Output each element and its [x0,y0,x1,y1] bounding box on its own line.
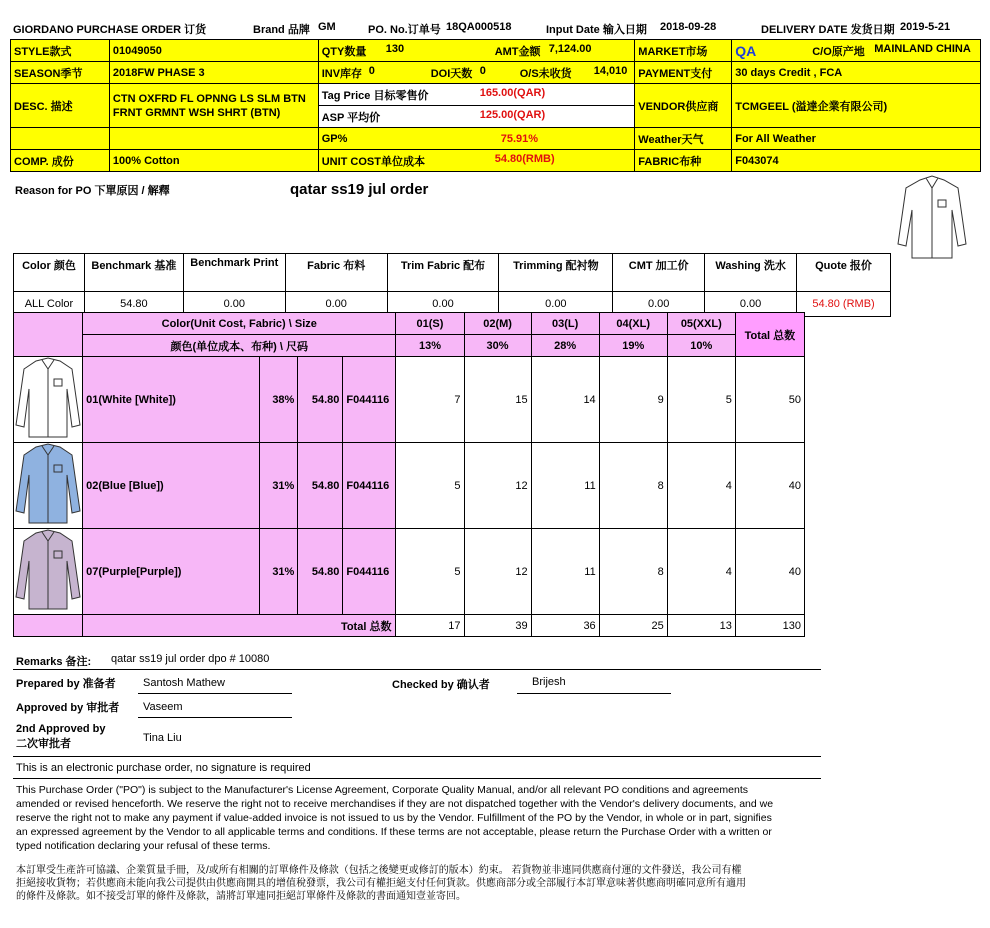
qty-cell: 12 [464,529,531,615]
size-label: 05(XXL) [667,313,735,335]
desc-value [109,84,318,128]
payment-label: PAYMENT支付 [635,62,732,84]
size-ratio: 30% [464,335,531,357]
order-info-grid [10,39,981,172]
tag-price-value: 165.00(QAR) [479,86,546,99]
cost-header-cell: Benchmark 基准 [84,254,183,292]
shirt-icon [14,529,82,611]
doi-value: 0 [479,64,486,77]
desc-line-1: CTN OXFRD FL OPNNG LS SLM BTN [112,92,306,105]
cost-header-cell: Benchmark Print [183,254,285,292]
remarks-value: qatar ss19 jul order dpo # 10080 [111,653,270,665]
qty-cell: 4 [667,443,735,529]
size-label: 02(M) [464,313,531,335]
color-name: 01(White [White]) [83,357,260,443]
cost-value-cell: 0.00 [613,292,705,317]
row-total: 40 [735,529,804,615]
shirt-swatch [14,443,83,529]
qty-cell: 11 [531,443,599,529]
terms-cn-line: 的條件及條款。如不接受訂單的條件及條款，請將訂單連同拒絕訂單條件及條款的書面通知壹並寄回。 [16,891,466,902]
doi-label: DOI天数 [430,67,473,80]
terms-cn-line: 拒絕接收貨物；若供應商未能向我公司提供由供應商開具的增值稅發票，我公司有權拒絕支付任何貨款。供應商部分或全部履行本訂單意味著供應商明確同意所有適用 [16,878,746,889]
amt-value: 7,124.00 [548,42,592,55]
input-date-label: Input Date 输入日期 [546,24,647,36]
delivery-date-value: 2019-5-21 [900,21,951,33]
qty-cell: 12 [464,443,531,529]
shirt-swatch [14,357,83,443]
fabric-code: F044116 [343,443,396,529]
tag-price-cell [318,84,635,106]
market-value: QA [735,42,757,59]
unit-cost: 54.80 [298,357,343,443]
qty-cell: 15 [464,357,531,443]
shirt-icon [898,176,966,258]
qty-cell: 5 [667,357,735,443]
approved2-label-line2: 二次审批者 [16,738,71,750]
os-value: 14,010 [593,64,628,77]
approved2-value: Tina Liu [143,732,182,744]
prepared-label: Prepared by 准备者 [16,678,116,690]
size-label: 04(XL) [599,313,667,335]
prepared-value: Santosh Mathew [143,677,225,689]
size-header-en: Color(Unit Cost, Fabric) \ Size [83,313,396,335]
po-number-value: 18QA000518 [446,21,512,33]
approved2-label-line1: 2nd Approved by [16,723,106,735]
total-cell: 25 [599,615,667,637]
remarks-label: Remarks 备注: [16,656,92,668]
color-row [14,529,805,615]
os-label: O/S未收货 [519,67,572,80]
total-cell: 39 [464,615,531,637]
origin-value: MAINLAND CHINA [874,42,971,55]
cost-value-cell: 0.00 [285,292,387,317]
qty-cell: 5 [396,529,464,615]
total-cell: 17 [396,615,464,637]
cost-value-cell: 0.00 [183,292,285,317]
asp-label: ASP 平均价 [321,111,381,124]
delivery-date-label: DELIVERY DATE 发货日期 [761,24,895,36]
cost-header-cell: Washing 洗水 [705,254,797,292]
season-value: 2018FW PHASE 3 [109,62,318,84]
cost-value-cell: 54.80 (RMB) [797,292,891,317]
market-origin-cell [732,40,981,62]
gp-cell [318,128,635,150]
size-ratio: 13% [396,335,464,357]
totals-label: Total 总数 [83,615,396,637]
shirt-swatch [14,529,83,615]
grand-total: 130 [735,615,804,637]
terms-en [16,783,773,853]
cost-header-cell: CMT 加工价 [613,254,705,292]
style-value: 01049050 [109,40,318,62]
weather-label: Weather天气 [635,128,732,150]
unit-cost-value: 54.80(RMB) [494,152,555,165]
divider [138,717,292,718]
desc-line-2: FRNT GRMNT WSH SHRT (BTN) [112,106,281,119]
approved-value: Vaseem [143,701,183,713]
qty-cell: 4 [667,529,735,615]
asp-cell [318,106,635,128]
blank-cell [109,128,318,150]
payment-value: 30 days Credit , FCA [732,62,981,84]
divider [138,693,292,694]
qty-cell: 5 [396,443,464,529]
size-ratio: 19% [599,335,667,357]
cost-header-cell: Fabric 布料 [285,254,387,292]
cost-value-cell: 0.00 [499,292,613,317]
desc-label: DESC. 描述 [11,84,110,128]
cost-breakdown-table [13,253,891,317]
terms-cn [16,864,746,903]
origin-label: C/O原产地 [812,45,865,58]
brand-value: GM [318,21,336,33]
size-header-cn: 颜色(单位成本、布种) \ 尺码 [83,335,396,357]
qty-cell: 8 [599,443,667,529]
gp-value: 75.91% [500,132,539,145]
shirt-icon [14,443,82,525]
divider [13,756,821,757]
size-breakdown-table [13,312,805,637]
terms-en-line: typed notification declaring your refusal of these terms. [16,840,271,852]
size-label: 01(S) [396,313,464,335]
market-label: MARKET市场 [635,40,732,62]
shirt-sketch-image [896,174,968,260]
row-total: 50 [735,357,804,443]
comp-value: 100% Cotton [109,150,318,172]
blank-cell [14,313,83,357]
cost-value-cell: 0.00 [705,292,797,317]
cost-value-cell: ALL Color [14,292,85,317]
unit-cost-cell [318,150,635,172]
color-share: 38% [260,357,298,443]
terms-en-line: amended or revised henceforth. We reserve the right not to receive merchandises if they are not dispatched together with the Vendor's delivery documents, and we [16,798,774,810]
fabric-code: F044116 [343,529,396,615]
blank-cell [11,128,110,150]
checked-value: Brijesh [532,676,566,688]
unit-cost: 54.80 [298,529,343,615]
gp-label: GP% [321,132,348,145]
divider [517,693,671,694]
checked-label: Checked by 确认者 [392,679,490,691]
total-header: Total 总数 [735,313,804,357]
input-date-value: 2018-09-28 [660,21,717,33]
qty-label: QTY数量 [321,45,367,58]
color-row [14,443,805,529]
brand-label: Brand 品牌 [253,24,310,36]
fabric-value: F043074 [732,150,981,172]
color-name: 07(Purple[Purple]) [83,529,260,615]
shirt-icon [14,357,82,439]
terms-en-line: reserve the right not to make any payment if value-added invoice is not issued to us by the Vendor. Fulfillment of the PO by the Vendor, in whole or in part, signifies [16,812,772,824]
reason-value: qatar ss19 jul order [290,181,429,198]
fabric-label: FABRIC布种 [635,150,732,172]
tag-price-label: Tag Price 目标零售价 [321,89,429,102]
amt-label: AMT金额 [494,45,541,58]
divider [13,669,821,670]
size-label: 03(L) [531,313,599,335]
terms-en-line: This Purchase Order ("PO") is subject to the Manufacturer's License Agreement, Corporate Quality Manual, and/or all relevant PO conditions and agreements [16,784,748,796]
vendor-value: TCMGEEL (溢達企業有限公司) [732,84,981,128]
qty-amt-cell [318,40,635,62]
asp-value: 125.00(QAR) [479,108,546,121]
inventory-cell [318,62,635,84]
terms-cn-line: 本訂單受生產許可協議、企業質量手冊，及/或所有相關的訂單條件及條款（包括之後變更或修訂的版本）約束。 若貨物並非連同供應商付運的文件發送，我公司有權 [16,865,742,876]
qty-cell: 8 [599,529,667,615]
blank-cell [14,615,83,637]
inv-value: 0 [368,64,375,77]
inv-label: INV库存 [321,67,363,80]
style-label: STYLE款式 [11,40,110,62]
season-label: SEASON季节 [11,62,110,84]
unit-cost: 54.80 [298,443,343,529]
terms-en-line: an expressed agreement by the Vendor to all applicable terms and conditions. If these terms are not acceptable, please return the Purchase Order with a written or [16,826,772,838]
divider [13,778,821,779]
qty-cell: 9 [599,357,667,443]
unit-cost-label: UNIT COST单位成本 [321,155,425,168]
cost-header-cell: Quote 报价 [797,254,891,292]
qty-value: 130 [385,42,405,55]
cost-header-cell: Color 颜色 [14,254,85,292]
row-total: 40 [735,443,804,529]
reason-label: Reason for PO 下單原因 / 解釋 [15,185,170,197]
po-number-label: PO. No.订单号 [368,24,441,36]
po-title: GIORDANO PURCHASE ORDER 订货 [13,24,207,36]
weather-value: For All Weather [732,128,981,150]
color-row [14,357,805,443]
cost-value-cell: 54.80 [84,292,183,317]
total-cell: 36 [531,615,599,637]
approved-label: Approved by 审批者 [16,702,120,714]
size-ratio: 10% [667,335,735,357]
fabric-code: F044116 [343,357,396,443]
qty-cell: 14 [531,357,599,443]
cost-value-cell: 0.00 [387,292,499,317]
vendor-label: VENDOR供应商 [635,84,732,128]
color-name: 02(Blue [Blue]) [83,443,260,529]
comp-label: COMP. 成份 [11,150,110,172]
qty-cell: 11 [531,529,599,615]
size-ratio: 28% [531,335,599,357]
total-cell: 13 [667,615,735,637]
color-share: 31% [260,529,298,615]
cost-header-cell: Trim Fabric 配布 [387,254,499,292]
qty-cell: 7 [396,357,464,443]
cost-header-cell: Trimming 配衬物 [499,254,613,292]
color-share: 31% [260,443,298,529]
electronic-notice: This is an electronic purchase order, no signature is required [16,762,311,774]
